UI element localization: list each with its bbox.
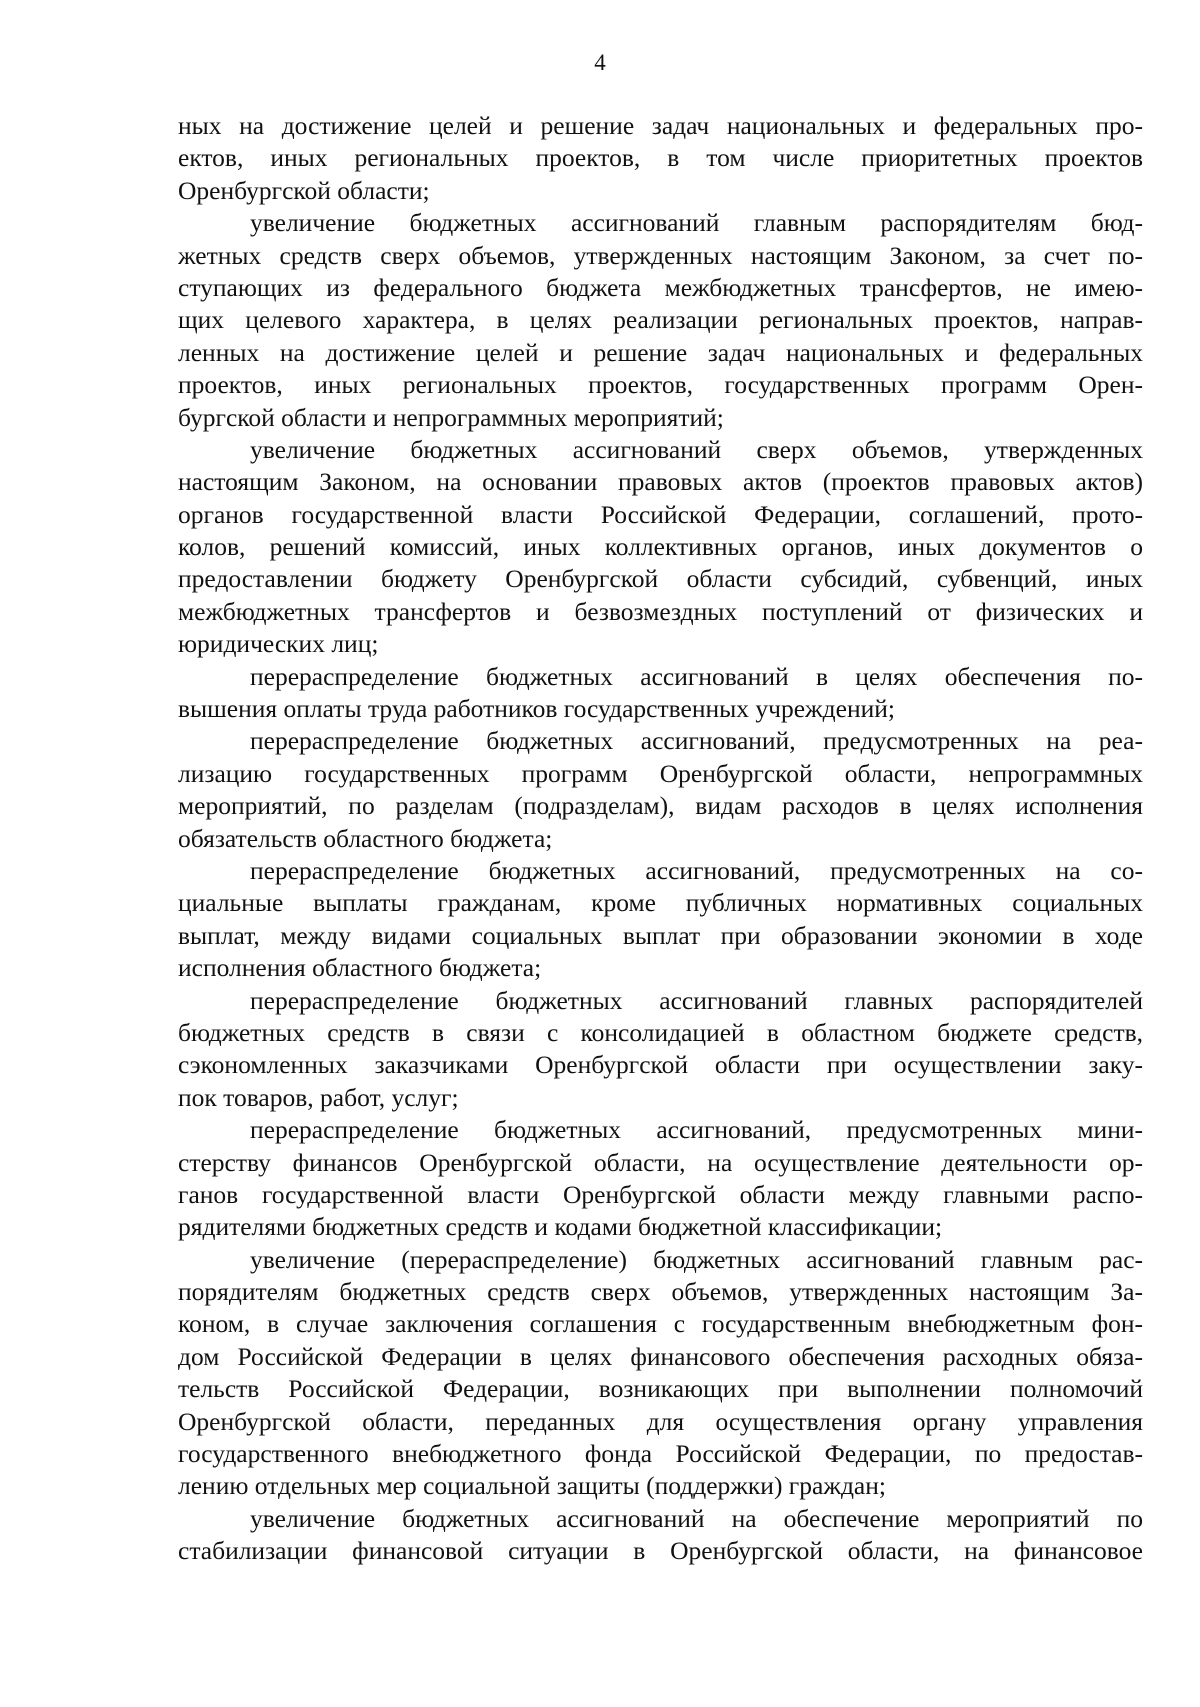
text-line: увеличение бюджетных ассигнований главным распорядителям бюд- (250, 208, 1143, 238)
text-line: щих целевого характера, в целях реализации региональных проектов, направ- (178, 305, 1143, 335)
text-line: Оренбургской области, переданных для осуществления органу управления (178, 1406, 1143, 1436)
text-line: предоставлении бюджету Оренбургской области субсидий, субвенций, иных (178, 564, 1143, 594)
text-line: тельств Российской Федерации, возникающих при выполнении полномочий (178, 1374, 1143, 1404)
text-line: лению отдельных мер социальной защиты (поддержки) граждан; (178, 1471, 886, 1501)
text-line: Оренбургской области; (178, 175, 430, 205)
text-line: бюджетных средств в связи с консолидацией в областном бюджете средств, (178, 1017, 1143, 1047)
text-line: обязательств областного бюджета; (178, 823, 553, 853)
text-line: государственного внебюджетного фонда Российской Федерации, по предостав- (178, 1439, 1143, 1469)
text-line: рядителями бюджетных средств и кодами бюджетной классификации; (178, 1212, 943, 1242)
text-line: проектов, иных региональных проектов, государственных программ Орен- (178, 370, 1143, 400)
text-line: ленных на достижение целей и решение задач национальных и федеральных (178, 337, 1143, 367)
text-line: циальные выплаты гражданам, кроме публичных нормативных социальных (178, 888, 1143, 918)
text-line: дом Российской Федерации в целях финансового обеспечения расходных обяза- (178, 1341, 1143, 1371)
text-line: сэкономленных заказчиками Оренбургской области при осуществлении заку- (178, 1050, 1143, 1080)
text-line: стерству финансов Оренбургской области, на осуществление деятельности ор- (178, 1147, 1143, 1177)
text-line: настоящим Законом, на основании правовых актов (проектов правовых актов) (178, 467, 1143, 497)
text-line: стабилизации финансовой ситуации в Оренбургской области, на финансовое (178, 1536, 1143, 1566)
text-line: пок товаров, работ, услуг; (178, 1082, 459, 1112)
text-line: межбюджетных трансфертов и безвозмездных поступлений от физических и (178, 596, 1143, 626)
text-line: органов государственной власти Российской Федерации, соглашений, прото- (178, 499, 1143, 529)
text-line: колов, решений комиссий, иных коллективных органов, иных документов о (178, 532, 1143, 562)
text-line: исполнения областного бюджета; (178, 953, 542, 983)
text-line: лизацию государственных программ Оренбургской области, непрограммных (178, 758, 1143, 788)
page-number: 4 (594, 50, 606, 75)
text-line: перераспределение бюджетных ассигнований, предусмотренных мини- (250, 1115, 1143, 1145)
text-line: перераспределение бюджетных ассигнований, предусмотренных на реа- (250, 726, 1143, 756)
body-text (178, 110, 1143, 1568)
text-line: жетных средств сверх объемов, утвержденных настоящим Законом, за счет по- (178, 240, 1143, 270)
text-line: ных на достижение целей и решение задач национальных и федеральных про- (178, 111, 1143, 140)
text-line: перераспределение бюджетных ассигнований, предусмотренных на со- (250, 855, 1143, 885)
text-line: коном, в случае заключения соглашения с государственным внебюджетным фон- (178, 1309, 1143, 1339)
text-line: ектов, иных региональных проектов, в том числе приоритетных проектов (178, 143, 1143, 173)
text-line: мероприятий, по разделам (подразделам), видам расходов в целях исполнения (178, 791, 1143, 821)
text-line: перераспределение бюджетных ассигнований в целях обеспечения по- (250, 661, 1143, 691)
text-line: увеличение бюджетных ассигнований сверх объемов, утвержденных (250, 434, 1143, 464)
text-line: увеличение бюджетных ассигнований на обеспечение мероприятий по (250, 1503, 1143, 1533)
text-line: выплат, между видами социальных выплат при образовании экономии в ходе (178, 920, 1143, 950)
text-line: увеличение (перераспределение) бюджетных ассигнований главным рас- (250, 1244, 1143, 1274)
text-line: вышения оплаты труда работников государственных учреждений; (178, 694, 895, 724)
text-line: ступающих из федерального бюджета межбюджетных трансфертов, не имею- (178, 272, 1143, 302)
text-line: бургской области и непрограммных мероприятий; (178, 402, 724, 432)
text-line: порядителям бюджетных средств сверх объемов, утвержденных настоящим За- (178, 1277, 1143, 1307)
text-line: перераспределение бюджетных ассигнований главных распорядителей (250, 985, 1143, 1015)
text-line: юридических лиц; (178, 629, 379, 659)
text-line: ганов государственной власти Оренбургской области между главными распо- (178, 1179, 1143, 1209)
